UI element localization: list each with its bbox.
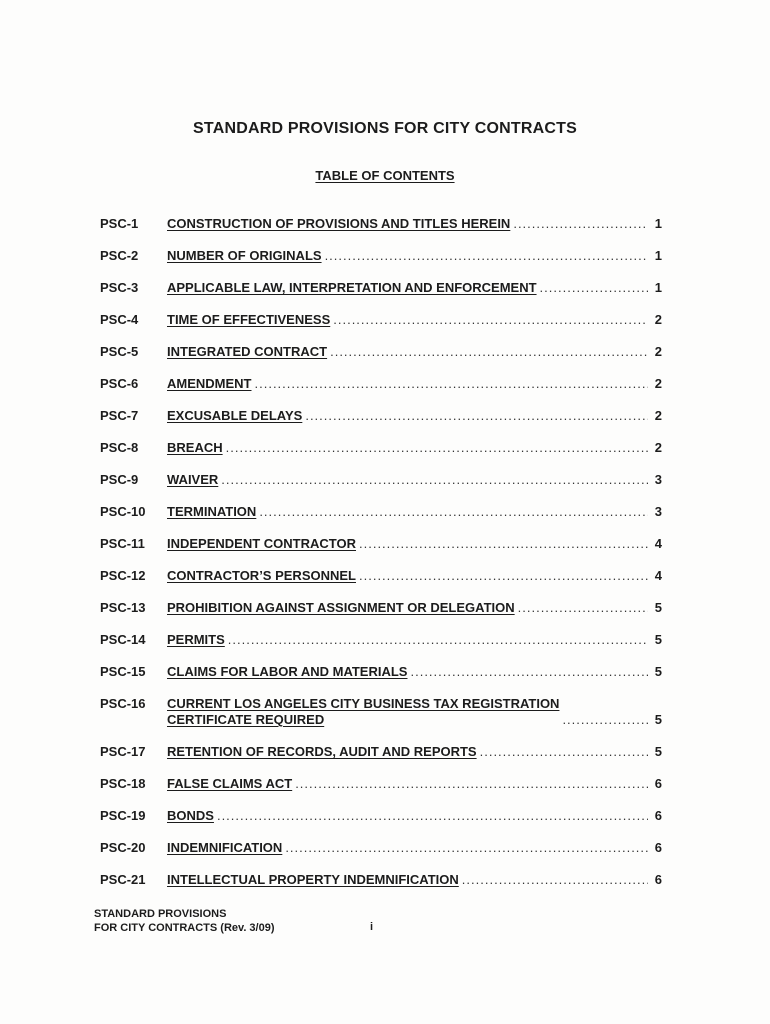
toc-entry bbox=[100, 776, 662, 792]
toc-entry bbox=[100, 312, 662, 328]
toc-entry-body bbox=[167, 600, 648, 616]
toc-entry-page: 3 bbox=[654, 472, 662, 487]
toc-entry-body bbox=[167, 504, 648, 520]
toc-dot-leader bbox=[302, 408, 648, 424]
toc-dot-leader bbox=[356, 568, 648, 584]
toc-entry-title: CURRENT LOS ANGELES CITY BUSINESS TAX REGISTRATION bbox=[167, 696, 560, 711]
toc-entry-body bbox=[167, 840, 648, 856]
toc-entry-code: PSC-21 bbox=[100, 872, 146, 887]
toc-entry-code: PSC-8 bbox=[100, 440, 139, 455]
toc-heading-text: TABLE OF CONTENTS bbox=[315, 168, 455, 183]
toc-entry-title: PROHIBITION AGAINST ASSIGNMENT OR DELEGATION bbox=[167, 600, 515, 615]
toc-entry-body bbox=[167, 664, 648, 680]
toc-entry-lines bbox=[167, 696, 559, 728]
toc-dot-leader bbox=[322, 248, 648, 264]
toc-entry-page: 6 bbox=[654, 776, 662, 791]
table-of-contents bbox=[100, 216, 662, 904]
toc-entry-body bbox=[167, 248, 648, 264]
toc-entry-title: BREACH bbox=[167, 440, 223, 455]
toc-entry-code: PSC-13 bbox=[100, 600, 146, 615]
toc-entry-page: 2 bbox=[654, 376, 662, 391]
toc-entry-page: 5 bbox=[654, 664, 662, 679]
toc-entry-title: INDEMNIFICATION bbox=[167, 840, 283, 855]
toc-entry bbox=[100, 600, 662, 616]
toc-entry-body bbox=[167, 872, 648, 888]
toc-entry-page: 4 bbox=[654, 536, 662, 551]
toc-dot-leader bbox=[459, 872, 648, 888]
toc-dot-leader bbox=[327, 344, 648, 360]
toc-entry-page: 6 bbox=[654, 872, 662, 887]
toc-entry bbox=[100, 536, 662, 552]
toc-entry bbox=[100, 280, 662, 296]
toc-dot-leader bbox=[537, 280, 648, 296]
toc-entry bbox=[100, 344, 662, 360]
toc-dot-leader bbox=[477, 744, 648, 760]
toc-entry bbox=[100, 664, 662, 680]
toc-entry bbox=[100, 472, 662, 488]
toc-entry-title: INTELLECTUAL PROPERTY INDEMNIFICATION bbox=[167, 872, 459, 887]
toc-entry-body bbox=[167, 440, 648, 456]
toc-entry-page: 2 bbox=[654, 344, 662, 359]
toc-entry-title: TIME OF EFFECTIVENESS bbox=[167, 312, 331, 327]
toc-entry-code: PSC-5 bbox=[100, 344, 139, 359]
toc-entry bbox=[100, 632, 662, 648]
footer bbox=[94, 907, 275, 935]
toc-entry-page: 2 bbox=[654, 312, 662, 327]
toc-entry-code: PSC-11 bbox=[100, 536, 145, 551]
toc-entry-code: PSC-10 bbox=[100, 504, 146, 519]
toc-dot-leader bbox=[214, 808, 648, 824]
toc-entry-title: AMENDMENT bbox=[167, 376, 252, 391]
toc-entry-title: PERMITS bbox=[167, 632, 225, 647]
toc-entry-page: 5 bbox=[654, 632, 662, 647]
toc-entry-title: WAIVER bbox=[167, 472, 219, 487]
toc-entry-title: CONTRACTOR’S PERSONNEL bbox=[167, 568, 356, 583]
toc-entry-body bbox=[167, 808, 648, 824]
toc-dot-leader bbox=[407, 664, 648, 680]
toc-dot-leader bbox=[559, 712, 648, 728]
toc-dot-leader bbox=[515, 600, 648, 616]
footer-line-1: STANDARD PROVISIONS bbox=[94, 908, 227, 920]
toc-entry-code: PSC-20 bbox=[100, 840, 146, 855]
toc-entry bbox=[100, 696, 662, 728]
toc-entry-title: INDEPENDENT CONTRACTOR bbox=[167, 536, 356, 551]
toc-entry-page: 5 bbox=[654, 744, 662, 759]
toc-entry-title: NUMBER OF ORIGINALS bbox=[167, 248, 322, 263]
toc-entry-body bbox=[167, 280, 648, 296]
toc-dot-leader bbox=[252, 376, 649, 392]
toc-entry-title: EXCUSABLE DELAYS bbox=[167, 408, 303, 423]
toc-entry-body bbox=[167, 744, 648, 760]
toc-entry-title: BONDS bbox=[167, 808, 214, 823]
toc-entry-page: 4 bbox=[654, 568, 662, 583]
toc-entry-body bbox=[167, 696, 648, 728]
toc-entry-code: PSC-16 bbox=[100, 696, 146, 711]
toc-entry-page: 6 bbox=[654, 808, 662, 823]
toc-entry bbox=[100, 872, 662, 888]
toc-entry bbox=[100, 376, 662, 392]
toc-entry-page: 5 bbox=[654, 712, 662, 727]
toc-entry-title-continued: CERTIFICATE REQUIRED bbox=[167, 712, 325, 727]
toc-entry-code: PSC-3 bbox=[100, 280, 139, 295]
toc-entry-title: INTEGRATED CONTRACT bbox=[167, 344, 328, 359]
toc-entry-title: TERMINATION bbox=[167, 504, 257, 519]
toc-entry-page: 6 bbox=[654, 840, 662, 855]
toc-entry bbox=[100, 840, 662, 856]
toc-entry-code: PSC-1 bbox=[100, 216, 139, 231]
toc-entry-body bbox=[167, 376, 648, 392]
document-title: STANDARD PROVISIONS FOR CITY CONTRACTS bbox=[193, 120, 577, 137]
toc-entry-title: RETENTION OF RECORDS, AUDIT AND REPORTS bbox=[167, 744, 477, 759]
toc-entry-body bbox=[167, 568, 648, 584]
toc-entry-page: 3 bbox=[654, 504, 662, 519]
toc-entry-code: PSC-12 bbox=[100, 568, 146, 583]
toc-entry bbox=[100, 744, 662, 760]
toc-entry-body bbox=[167, 312, 648, 328]
toc-entry-page: 2 bbox=[654, 440, 662, 455]
toc-dot-leader bbox=[225, 632, 648, 648]
toc-entry bbox=[100, 248, 662, 264]
toc-dot-leader bbox=[356, 536, 648, 552]
toc-entry-body bbox=[167, 472, 648, 488]
footer-page-number: i bbox=[370, 921, 374, 933]
toc-entry-body bbox=[167, 344, 648, 360]
toc-entry-body bbox=[167, 216, 648, 232]
toc-entry-body bbox=[167, 632, 648, 648]
toc-entry-code: PSC-7 bbox=[100, 408, 139, 423]
toc-entry-code: PSC-6 bbox=[100, 376, 139, 391]
toc-entry-page: 1 bbox=[654, 216, 662, 231]
toc-entry-page: 2 bbox=[654, 408, 662, 423]
toc-entry-body bbox=[167, 408, 648, 424]
toc-entry-body bbox=[167, 776, 648, 792]
toc-entry bbox=[100, 216, 662, 232]
toc-dot-leader bbox=[256, 504, 648, 520]
toc-entry-code: PSC-14 bbox=[100, 632, 146, 647]
toc-dot-leader bbox=[292, 776, 648, 792]
toc-dot-leader bbox=[510, 216, 648, 232]
toc-entry-title: FALSE CLAIMS ACT bbox=[167, 776, 293, 791]
toc-entry bbox=[100, 440, 662, 456]
toc-entry-code: PSC-17 bbox=[100, 744, 146, 759]
toc-heading bbox=[0, 168, 770, 183]
toc-entry-page: 5 bbox=[654, 600, 662, 615]
toc-entry bbox=[100, 408, 662, 424]
toc-entry-code: PSC-4 bbox=[100, 312, 139, 327]
toc-dot-leader bbox=[223, 440, 648, 456]
toc-entry-code: PSC-15 bbox=[100, 664, 146, 679]
toc-dot-leader bbox=[218, 472, 648, 488]
toc-entry-page: 1 bbox=[654, 248, 662, 263]
toc-entry-code: PSC-9 bbox=[100, 472, 139, 487]
toc-entry-code: PSC-19 bbox=[100, 808, 146, 823]
toc-entry bbox=[100, 568, 662, 584]
toc-dot-leader bbox=[330, 312, 648, 328]
toc-entry-page: 1 bbox=[654, 280, 662, 295]
toc-entry-title: CLAIMS FOR LABOR AND MATERIALS bbox=[167, 664, 408, 679]
footer-line-2: FOR CITY CONTRACTS (Rev. 3/09) bbox=[94, 922, 275, 934]
toc-entry bbox=[100, 808, 662, 824]
toc-entry-title: CONSTRUCTION OF PROVISIONS AND TITLES HEREIN bbox=[167, 216, 511, 231]
toc-entry-title: APPLICABLE LAW, INTERPRETATION AND ENFORCEMENT bbox=[167, 280, 537, 295]
toc-entry bbox=[100, 504, 662, 520]
toc-dot-leader bbox=[282, 840, 648, 856]
toc-entry-code: PSC-18 bbox=[100, 776, 146, 791]
toc-entry-code: PSC-2 bbox=[100, 248, 139, 263]
toc-entry-body bbox=[167, 536, 648, 552]
